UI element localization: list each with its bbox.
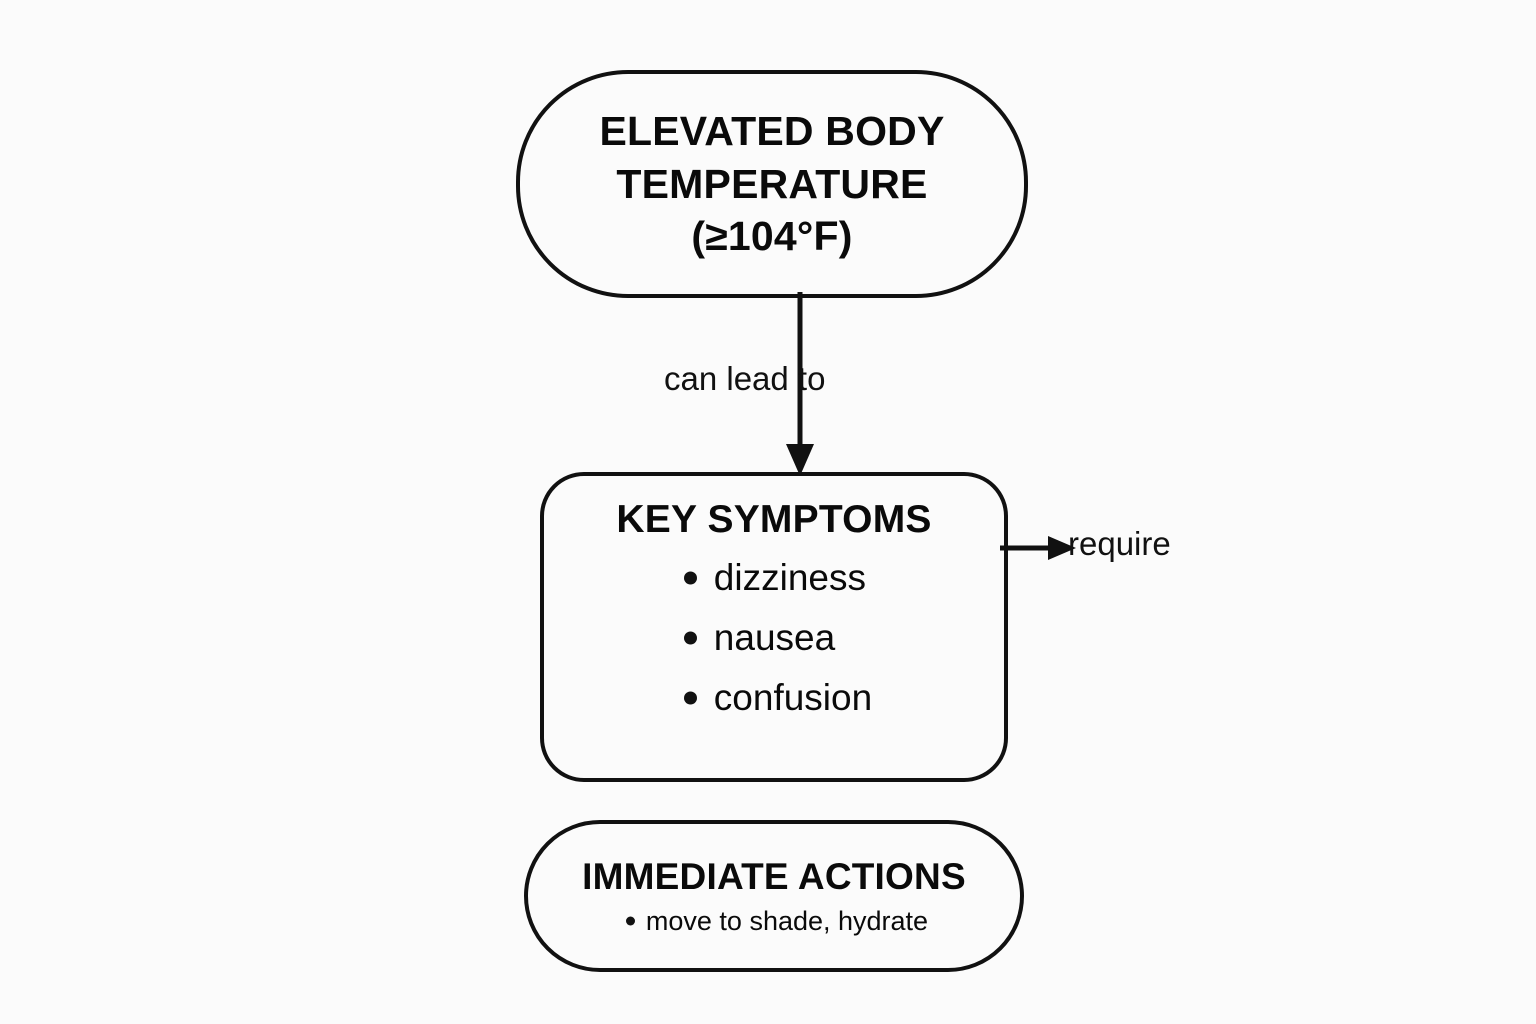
edge-label-require: require xyxy=(1068,525,1171,562)
node-immediate-actions[interactable] xyxy=(524,820,1024,972)
node-title-line2: TEMPERATURE xyxy=(616,160,928,207)
list-item: dizziness xyxy=(676,548,872,608)
list-item: confusion xyxy=(676,668,872,728)
node-title-line1: ELEVATED BODY xyxy=(599,108,945,155)
edge-label-can-lead-to: can lead to xyxy=(664,360,826,397)
list-item: move to shade, hydrate xyxy=(620,906,928,937)
node-key-symptoms[interactable] xyxy=(540,472,1008,782)
node-title-immediate-actions: IMMEDIATE ACTIONS xyxy=(582,855,966,897)
node-title-key-symptoms: KEY SYMPTOMS xyxy=(616,498,932,541)
symptom-list xyxy=(676,548,872,728)
node-elevated-body-temperature[interactable] xyxy=(516,70,1028,298)
list-item: nausea xyxy=(676,608,872,668)
action-list xyxy=(620,906,928,937)
node-subtitle-threshold: (≥104°F) xyxy=(691,213,853,260)
